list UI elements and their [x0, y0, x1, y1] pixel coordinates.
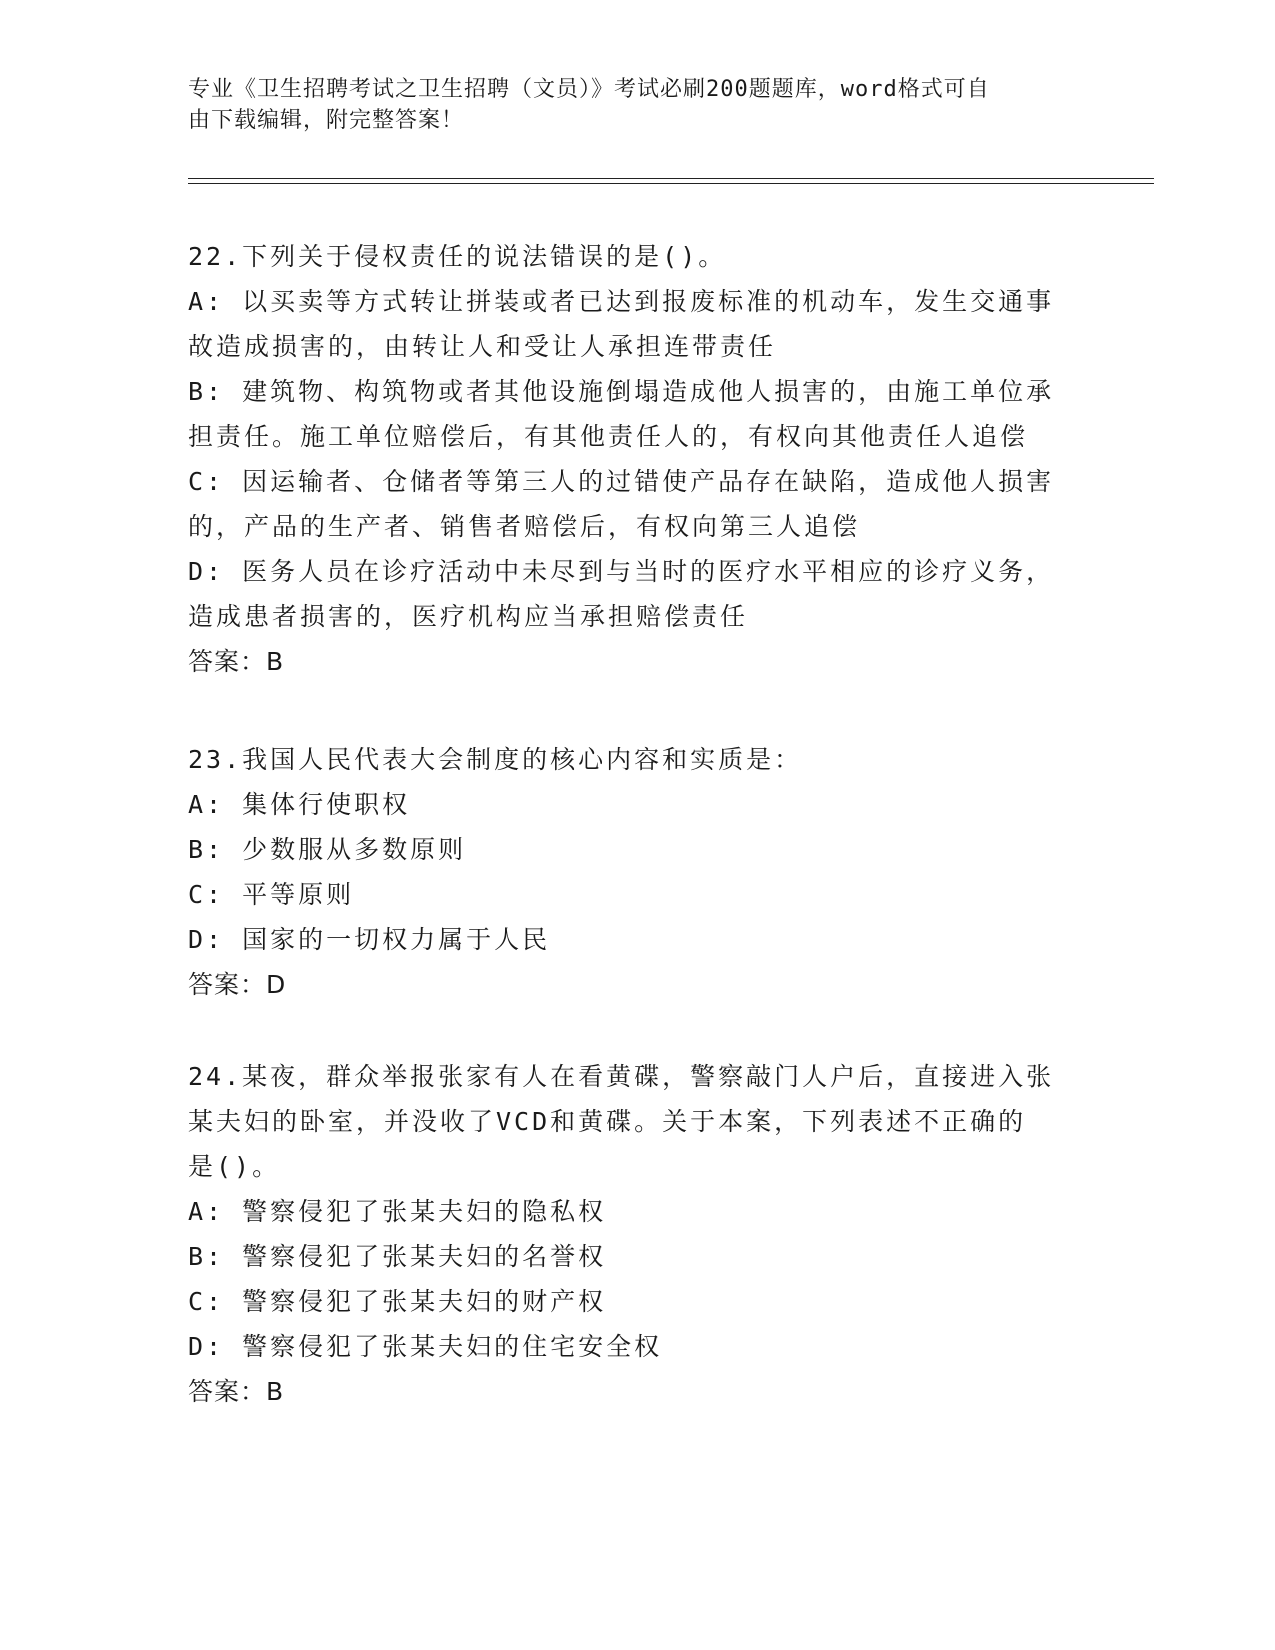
- option-b: B: 警察侵犯了张某夫妇的名誉权: [188, 1242, 607, 1271]
- question-23: [188, 737, 1088, 1007]
- question-stem-line: 是()。: [188, 1152, 281, 1181]
- option-c: C: 平等原则: [188, 880, 355, 909]
- option-c: C: 警察侵犯了张某夫妇的财产权: [188, 1287, 607, 1316]
- option-line: A: 以买卖等方式转让拼装或者已达到报废标准的机动车，发生交通事: [188, 287, 1055, 316]
- question-stem-line: 某夫妇的卧室，并没收了VCD和黄碟。关于本案，下列表述不正确的: [188, 1107, 1027, 1136]
- option-line: B: 建筑物、构筑物或者其他设施倒塌造成他人损害的，由施工单位承: [188, 377, 1055, 406]
- option-b: [188, 369, 1088, 459]
- option-line: C: 因运输者、仓储者等第三人的过错使产品存在缺陷，造成他人损害: [188, 467, 1055, 496]
- option-line: 造成患者损害的，医疗机构应当承担赔偿责任: [188, 602, 749, 631]
- option-d: D: 国家的一切权力属于人民: [188, 925, 551, 954]
- option-line: D: 医务人员在诊疗活动中未尽到与当时的医疗水平相应的诊疗义务，: [188, 557, 1055, 586]
- answer-line: 答案：D: [188, 970, 287, 999]
- header-rule-bottom: [188, 183, 1154, 184]
- question-stem: 22.下列关于侵权责任的说法错误的是()。: [188, 242, 727, 271]
- answer-line: 答案：B: [188, 1377, 285, 1406]
- header-rule-top: [188, 178, 1154, 179]
- question-22: [188, 234, 1088, 684]
- header-line-1: 专业《卫生招聘考试之卫生招聘（文员）》考试必刷200题题库，word格式可自: [188, 77, 990, 102]
- option-a: A: 集体行使职权: [188, 790, 411, 819]
- option-line: 的，产品的生产者、销售者赔偿后，有权向第三人追偿: [188, 512, 861, 541]
- option-line: 故造成损害的，由转让人和受让人承担连带责任: [188, 332, 777, 361]
- question-24: [188, 1054, 1088, 1414]
- option-a: [188, 279, 1088, 369]
- document-header: [188, 74, 1068, 136]
- option-a: A: 警察侵犯了张某夫妇的隐私权: [188, 1197, 607, 1226]
- option-b: B: 少数服从多数原则: [188, 835, 467, 864]
- question-stem-line: 24.某夜，群众举报张家有人在看黄碟，警察敲门人户后，直接进入张: [188, 1062, 1055, 1091]
- option-c: [188, 459, 1088, 549]
- header-line-2: 由下载编辑，附完整答案！: [188, 108, 465, 133]
- question-stem: 23.我国人民代表大会制度的核心内容和实质是：: [188, 745, 803, 774]
- option-d: [188, 549, 1088, 639]
- option-d: D: 警察侵犯了张某夫妇的住宅安全权: [188, 1332, 663, 1361]
- answer-line: 答案：B: [188, 647, 285, 676]
- option-line: 担责任。施工单位赔偿后，有其他责任人的，有权向其他责任人追偿: [188, 422, 1029, 451]
